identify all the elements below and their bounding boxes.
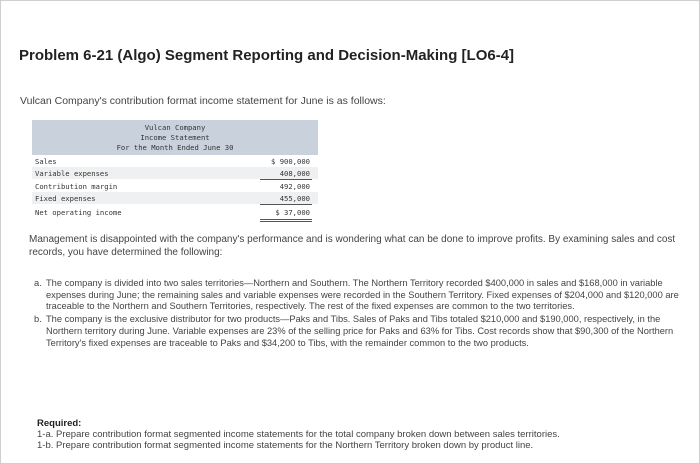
row-value: 408,000 xyxy=(279,169,310,178)
statement-header xyxy=(32,120,318,155)
row-value: $ 900,000 xyxy=(271,157,310,166)
statement-row-sales xyxy=(32,155,318,167)
statement-row-net-operating-income xyxy=(32,206,318,218)
intro-text: Vulcan Company's contribution format income statement for June is as follows: xyxy=(20,95,386,107)
fact-marker: b. xyxy=(34,314,42,325)
row-label: Contribution margin xyxy=(35,182,118,191)
statement-row-contribution-margin xyxy=(32,180,318,192)
total-double-rule-top xyxy=(260,219,312,220)
row-label: Net operating income xyxy=(35,208,122,217)
income-statement-table xyxy=(32,120,318,223)
row-label: Fixed expenses xyxy=(35,194,96,203)
statement-body xyxy=(32,155,318,223)
subtotal-rule xyxy=(260,204,312,205)
statement-name: Income Statement xyxy=(140,133,210,142)
row-value: 455,000 xyxy=(279,194,310,203)
fact-text: The company is the exclusive distributor for two products—Paks and Tibs. Sales of Paks and Tibs totaled $210,000 and $190,000, respectively, in the Northern territory during June. Variable expenses are 23% of the selling price for Paks and 63% for Tibs. Cost records show that $90,300 of the Northern Territory's fixed expenses are traceable to Paks and $34,200 to Tibs, with the remainder common to the two products. xyxy=(46,314,674,348)
statement-company-name: Vulcan Company xyxy=(144,123,206,132)
required-section xyxy=(37,418,560,451)
facts-list xyxy=(34,278,690,350)
statement-row-variable-expenses xyxy=(32,167,318,179)
required-item-1a: 1-a. Prepare contribution format segmented income statements for the total company broken down between sales territories. xyxy=(37,429,560,440)
fact-text: The company is divided into two sales territories—Northern and Southern. The Northern Territory recorded $400,000 in sales and $168,000 in variable expenses during June; the remaining sales and variable expenses were recorded in the Southern Territory. Fixed expenses of $204,000 and $120,000 are traceable to the Northern and Southern Territories, respectively. The rest of the fixed expenses are common to the two territories. xyxy=(46,278,679,312)
management-paragraph: Management is disappointed with the company's performance and is wondering what can be done to improve profits. By examining sales and cost records, you have determined the following: xyxy=(29,234,676,258)
fact-item-a xyxy=(34,278,690,313)
row-label: Sales xyxy=(35,157,57,166)
problem-title: Problem 6-21 (Algo) Segment Reporting and Decision-Making [LO6-4] xyxy=(19,47,515,64)
statement-row-fixed-expenses xyxy=(32,192,318,204)
required-heading: Required: xyxy=(37,418,82,429)
statement-period: For the Month Ended June 30 xyxy=(116,143,234,152)
required-item-1b: 1-b. Prepare contribution format segmented income statements for the Northern Territory broken down by product line. xyxy=(37,440,534,451)
total-double-rule-bottom xyxy=(260,221,312,222)
fact-marker: a. xyxy=(34,278,42,288)
row-value: $ 37,000 xyxy=(275,208,310,217)
fact-item-b xyxy=(34,314,690,349)
row-value: 492,000 xyxy=(279,182,310,191)
row-label: Variable expenses xyxy=(35,169,109,178)
